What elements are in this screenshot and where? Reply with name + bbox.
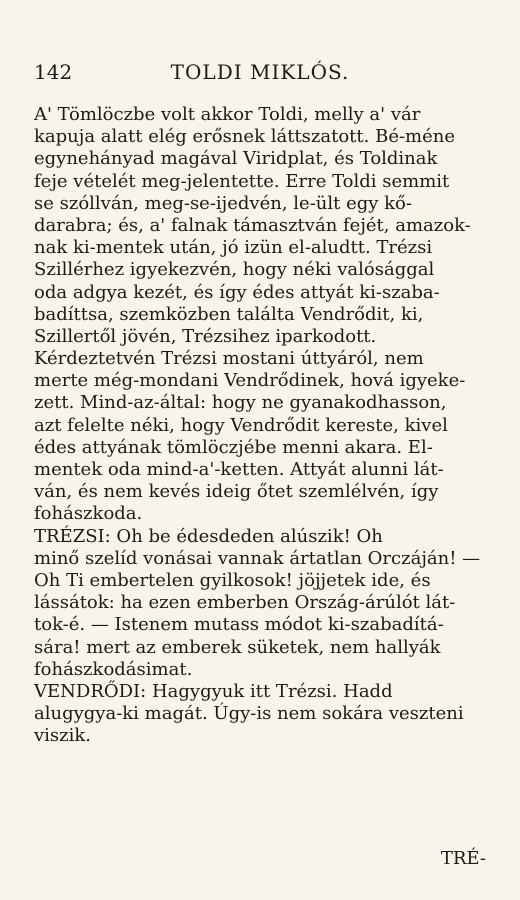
text-line: merte még-mondani Vendrődinek, hová igyeke- [34,370,466,392]
text-line: ván, és nem kevés ideig őtet szemlélvén, így [34,481,439,503]
text-line: tok-é. — Istenem mutass módot ki-szabadítá- [34,614,444,636]
text-line: badíttsa, szemközben találta Vendrődit, ki, [34,303,424,325]
running-title: TOLDI MIKLÓS. [170,60,350,84]
text-line: darabra; és, a' falnak támasztván fejét, amazok- [34,214,471,236]
text-line: viszik. [34,725,92,747]
page-number: 142 [34,60,73,84]
text-line: sára! mert az emberek süketek, nem hallyák [34,636,441,658]
text-line: édes attyának tömlöczjébe menni akara. El- [34,436,433,458]
body-text [34,104,486,747]
text-line: azt felelte néki, hogy Vendrődit kereste, kivel [34,414,448,436]
text-line: fohászkoda. [34,503,143,525]
text-line: minő szelíd vonásai vannak ártatlan Orczáján! — [34,547,481,569]
text-line: nak ki-mentek után, jó izün el-aludtt. Trézsi [34,237,433,259]
text-line: kapuja alatt elég erősnek láttszatott. Bé-méne [34,126,456,148]
running-head [34,60,486,88]
text-line: Szillertől jövén, Trézsihez iparkodott. [34,325,377,347]
catchword: TRÉ- [440,848,486,869]
text-line: feje vételét meg-jelentette. Erre Toldi semmit [34,170,450,192]
text-line: egynehányad magával Viridplat, és Toldinak [34,148,438,170]
text-line: zett. Mind-az-által: hogy ne gyanakodhasson, [34,392,447,414]
text-line: VENDRŐDI: Hagygyuk itt Trézsi. Hadd [34,680,393,702]
text-line: A' Tömlöczbe volt akkor Toldi, melly a' vár [34,104,421,125]
text-line: se szóllván, meg-se-ijedvén, le-ült egy kő- [34,192,412,214]
text-line: Oh Ti embertelen gyilkosok! jöjjetek ide, és [34,569,431,591]
text-line: oda adgya kezét, és így édes attyát ki-szaba- [34,281,440,303]
text-line: alugygya-ki magát. Úgy-is nem sokára veszteni [34,703,464,725]
text-line: mentek oda mind-a'-ketten. Attyát alunni lát- [34,459,444,480]
text-line: fohászkodásimat. [34,658,193,680]
text-line: lássátok: ha ezen emberben Ország-árúlót lát- [34,592,456,614]
text-line: Kérdeztetvén Trézsi mostani úttyáról, nem [34,348,424,370]
text-line: TRÉZSI: Oh be édesdeden alúszik! Oh [34,525,383,547]
text-line: Szillérhez igyekezvén, hogy néki valósággal [34,259,435,281]
